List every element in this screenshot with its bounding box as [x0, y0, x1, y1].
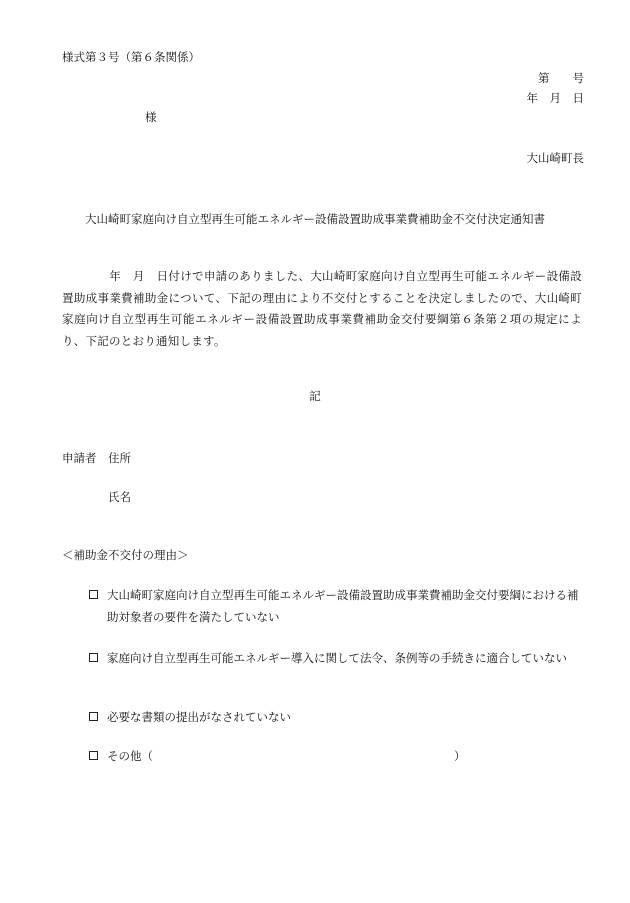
checkbox[interactable]	[89, 712, 98, 721]
body-paragraph: 年 月 日付けで申請のありました、大山崎町家庭向け自立型再生可能エネルギー設備設置助成事業費補助金について、下記の理由により不交付とすることを決定しましたので、大山崎町家庭向け自立型再生可能エネルギー設備設置助成事業費補助金交付要綱第６条第２項の規定により、下記のとおり通知します。	[62, 269, 582, 348]
reasons-heading: ＜補助金不交付の理由＞	[62, 548, 189, 562]
checkbox[interactable]	[89, 751, 98, 760]
reason-item	[89, 648, 585, 670]
addressee-suffix: 様	[145, 110, 157, 124]
reason-item	[89, 585, 585, 628]
other-close-paren: ）	[454, 749, 466, 763]
document-title: 大山崎町家庭向け自立型再生可能エネルギー設備設置助成事業費補助金不交付決定通知書	[85, 212, 545, 226]
name-label: 氏名	[108, 490, 131, 504]
address-label: 住所	[108, 451, 131, 465]
document-number: 第 号	[538, 71, 584, 85]
checkbox[interactable]	[89, 590, 98, 599]
form-label: 様式第３号（第６条関係）	[62, 50, 200, 64]
issuer: 大山崎町長	[526, 151, 584, 165]
reason-text: 大山崎町家庭向け自立型再生可能エネルギー設備設置助成事業費補助金交付要綱における補助対象者の要件を満たしていない	[107, 588, 579, 624]
reason-text: 家庭向け自立型再生可能エネルギー導入に関して法令、条例等の手続きに適合していない	[107, 651, 567, 665]
applicant-label: 申請者	[62, 451, 97, 465]
reason-text: その他（	[107, 749, 153, 763]
reason-item	[89, 707, 585, 729]
ki-heading: 記	[309, 389, 321, 403]
reason-item	[89, 746, 585, 768]
document-date: 年 月 日	[526, 91, 584, 105]
checkbox[interactable]	[89, 653, 98, 662]
reason-text: 必要な書類の提出がなされていない	[107, 710, 291, 724]
